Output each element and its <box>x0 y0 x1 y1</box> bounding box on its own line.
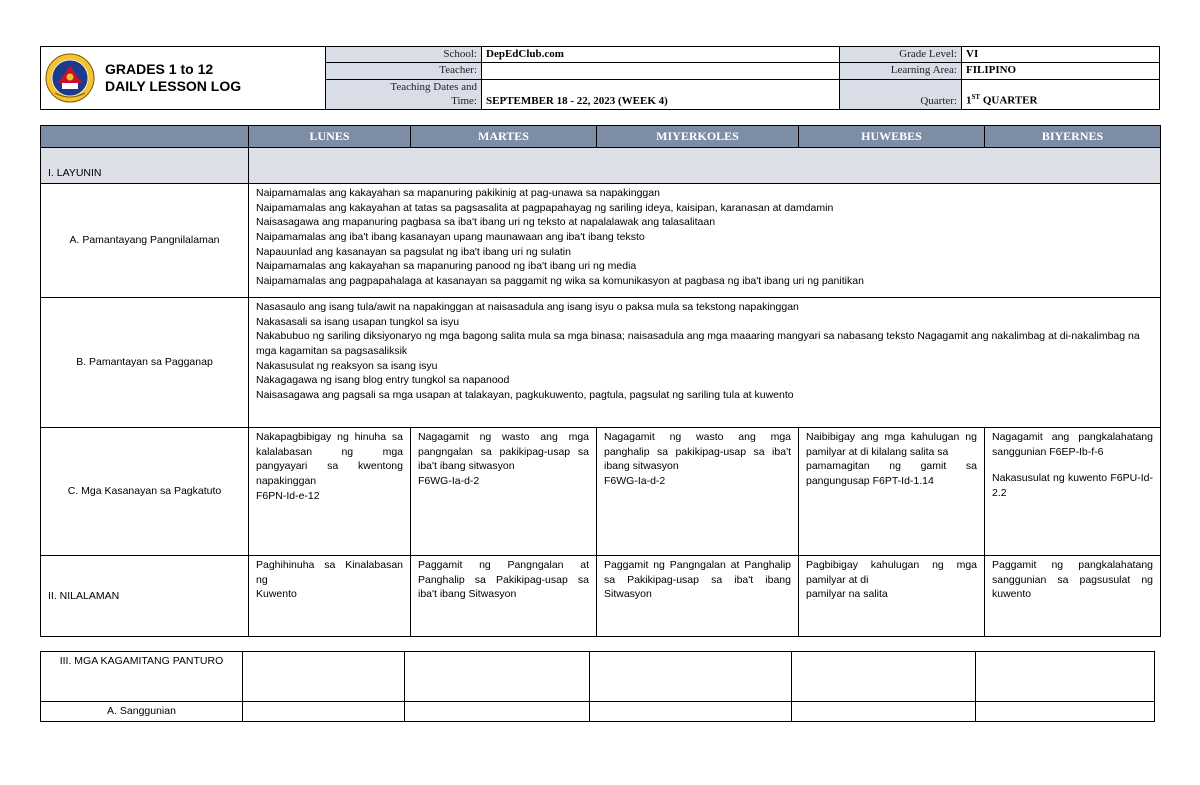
school-label: School: <box>326 47 482 63</box>
kasanayan-cell-biyernes <box>985 428 1161 556</box>
sanggunian-cell <box>792 702 976 722</box>
header-table <box>40 46 1160 110</box>
day-header-martes: MARTES <box>411 126 597 148</box>
kasanayan-label: C. Mga Kasanayan sa Pagkatuto <box>41 428 249 556</box>
header-title-line2: DAILY LESSON LOG <box>105 78 242 94</box>
sanggunian-cell <box>590 702 792 722</box>
teaching-dates-value: SEPTEMBER 18 - 22, 2023 (WEEK 4) <box>482 79 840 109</box>
pamantayang-pangnilalaman-label: A. Pamantayang Pangnilalaman <box>41 184 249 298</box>
pamantayang-line: Naipamamalas ang iba't ibang kasanayan upang maunawaan ang iba't ibang teksto <box>256 231 645 244</box>
kasanayan-text: Naibibigay ang mga kahulugan ng pamilyar at di kilalang salita sa <box>806 431 977 458</box>
layunin-content <box>249 148 1161 184</box>
teacher-value <box>482 63 840 79</box>
grade-level-label: Grade Level: <box>840 47 962 63</box>
day-header-lunes: LUNES <box>249 126 411 148</box>
nilalaman-text: Pagbibigay kahulugan ng mga pamilyar at di <box>806 559 977 586</box>
kasanayan-text: Nagagamit ang pangkalahatang sanggunian F6EP-Ib-f-6 <box>992 431 1153 458</box>
quarter-word: QUARTER <box>980 94 1038 107</box>
nilalaman-cell-miyerkoles <box>597 556 799 637</box>
sanggunian-cell <box>976 702 1155 722</box>
pagganap-line: Nakabubuo ng sariling diksiyonaryo ng mga bagong salita mula sa mga binasa; naisasadula ang mga maaaring mangyari sa nabasang teksto Nagagamit ang nakalimbag at di-nakalimbag na mga kagamitan sa pagsasaliksik <box>256 330 1140 358</box>
kasanayan-cell-huwebes <box>799 428 985 556</box>
kasanayan-code: F6PN-Id-e-12 <box>256 489 320 502</box>
quarter-value <box>962 79 1160 109</box>
teacher-label: Teacher: <box>326 63 482 79</box>
quarter-number: 1 <box>966 94 972 107</box>
lesson-log-table <box>40 125 1161 637</box>
kasanayan-cell-miyerkoles <box>597 428 799 556</box>
nilalaman-text: Kuwento <box>256 588 297 601</box>
teaching-dates-label-line1: Teaching Dates and <box>390 80 477 93</box>
teaching-dates-label-line2: Time: <box>451 94 477 107</box>
pamantayang-pangnilalaman-content <box>249 184 1161 298</box>
pagganap-line: Nasasaulo ang isang tula/awit na napakinggan at naisasadula ang isang isyu o paksa mula sa tekstong napakinggan <box>256 301 799 313</box>
pagganap-line: Nakagagawa ng isang blog entry tungkol sa napanood <box>256 374 510 387</box>
school-value: DepEdClub.com <box>482 47 840 63</box>
pamantayan-pagganap-label: B. Pamantayan sa Pagganap <box>41 298 249 428</box>
pamantayang-line: Naisasagawa ang mapanuring pagbasa sa iba't ibang uri ng teksto at napalalawak ang talasalitaan <box>256 216 716 229</box>
kasanayan-code: Nakasusulat ng kuwento F6PU-Id-2.2 <box>992 472 1153 500</box>
nilalaman-text: Paggamit ng Pangngalan at Panghalip sa Pakikipag-usap sa iba't ibang Sitwasyon <box>418 559 589 601</box>
nilalaman-cell-biyernes <box>985 556 1161 637</box>
header-title-line1: GRADES 1 to 12 <box>105 61 214 77</box>
kasanayan-cell-martes <box>411 428 597 556</box>
kasanayan-cell-lunes <box>249 428 411 556</box>
nilalaman-cell-huwebes <box>799 556 985 637</box>
learning-area-label: Learning Area: <box>840 63 962 79</box>
sanggunian-label: A. Sanggunian <box>41 702 243 722</box>
day-header-biyernes: BIYERNES <box>985 126 1161 148</box>
kasanayan-code: F6WG-Ia-d-2 <box>418 475 480 488</box>
kagamitan-label: III. MGA KAGAMITANG PANTURO <box>41 652 243 702</box>
pamantayang-line: Napauunlad ang kasanayan sa pagsulat ng iba't ibang uri ng sulatin <box>256 245 571 258</box>
nilalaman-label: II. NILALAMAN <box>41 556 249 637</box>
pamantayang-line: Naipamamalas ang kakayahan sa mapanuring pakikinig at pag-unawa sa napakinggan <box>256 187 660 199</box>
kagamitan-cell <box>590 652 792 702</box>
grade-level-value: VI <box>962 47 1160 63</box>
kasanayan-code: pamamagitan ng gamit sa pangungusap F6PT-Id-1.14 <box>806 460 977 488</box>
kasanayan-text: Nagagamit ng wasto ang mga pangngalan sa pakikipag-usap sa iba't ibang sitwasyon <box>418 431 589 473</box>
nilalaman-text: Paghihinuha sa Kinalabasan ng <box>256 559 403 586</box>
kagamitan-cell <box>792 652 976 702</box>
pagganap-line: Naisasagawa ang pagsali sa mga usapan at talakayan, pagkukuwento, pagtula, pagsulat ng sariling tula at kuwento <box>256 389 794 402</box>
corner-header-cell <box>41 126 249 148</box>
sanggunian-cell <box>405 702 590 722</box>
day-header-huwebes: HUWEBES <box>799 126 985 148</box>
quarter-label: Quarter: <box>840 79 962 109</box>
kagamitan-cell <box>243 652 405 702</box>
sanggunian-cell <box>243 702 405 722</box>
quarter-suffix: ST <box>971 92 981 101</box>
teaching-dates-label <box>326 79 482 109</box>
kagamitan-cell <box>405 652 590 702</box>
nilalaman-text: pamilyar na salita <box>806 588 888 601</box>
nilalaman-text: Paggamit ng pangkalahatang sanggunian sa pagsusulat ng kuwento <box>992 559 1153 601</box>
pagganap-line: Nakasusulat ng reaksyon sa isang isyu <box>256 359 438 372</box>
pamantayang-line: Naipamamalas ang pagpapahalaga at kasanayan sa paggamit ng wika sa komunikasyon at pagbasa ng iba't ibang uri ng panitikan <box>256 275 864 288</box>
kagamitan-cell <box>976 652 1155 702</box>
kasanayan-text: Nakapagbibigay ng hinuha sa kalalabasan ng mga pangyayari sa kwentong napakinggan <box>256 431 403 488</box>
pamantayan-pagganap-content <box>249 298 1161 428</box>
nilalaman-cell-lunes <box>249 556 411 637</box>
pagganap-line: Nakasasali sa isang usapan tungkol sa isyu <box>256 315 460 328</box>
kasanayan-text: Nagagamit ng wasto ang mga panghalip sa pakikipag-usap sa iba't ibang sitwasyon <box>604 431 791 473</box>
kagamitan-table <box>40 651 1155 722</box>
header-logo-cell <box>41 47 326 110</box>
day-header-miyerkoles: MIYERKOLES <box>597 126 799 148</box>
nilalaman-cell-martes <box>411 556 597 637</box>
layunin-label: I. LAYUNIN <box>41 148 249 184</box>
pamantayang-line: Naipamamalas ang kakayahan at tatas sa pagsasalita at pagpapahayag ng sariling ideya, kaisipan, karanasan at damdamin <box>256 201 834 214</box>
kasanayan-code: F6WG-Ia-d-2 <box>604 475 666 488</box>
learning-area-value: FILIPINO <box>962 63 1160 79</box>
deped-seal-icon <box>45 53 95 103</box>
pamantayang-line: Naipamamalas ang kakayahan sa mapanuring panood ng iba't ibang uri ng media <box>256 260 637 273</box>
nilalaman-text: Paggamit ng Pangngalan at Panghalip sa Pakikipag-usap sa iba't ibang Sitwasyon <box>604 559 791 601</box>
